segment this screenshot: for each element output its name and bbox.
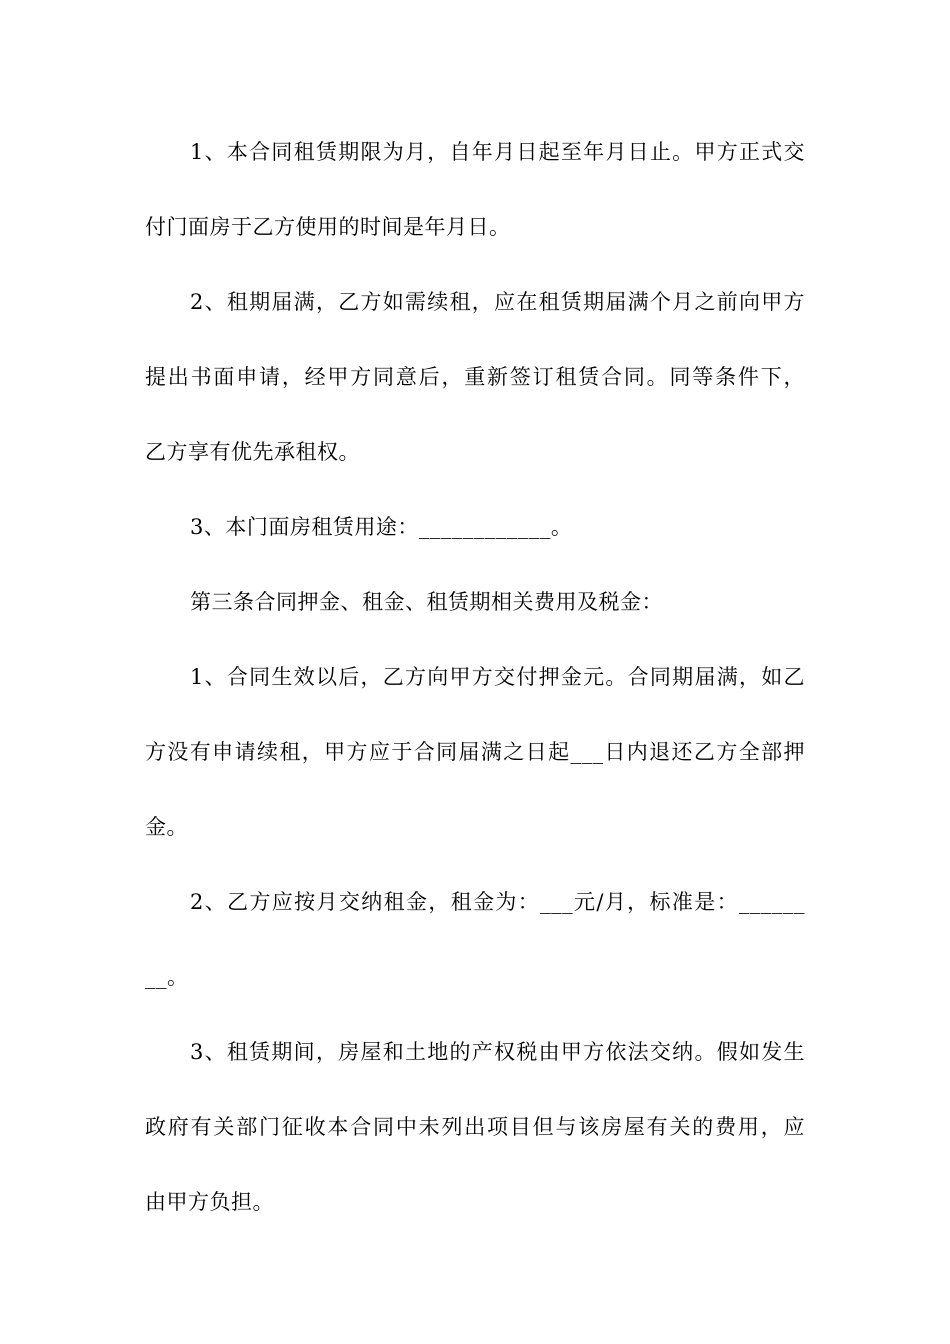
tax-clause-line-3: 由甲方负担。 <box>145 1190 274 1214</box>
article-3-heading: 第三条合同押金、租金、租赁期相关费用及税金： <box>190 590 663 614</box>
tax-clause-line-2: 政府有关部门征收本合同中未列出项目但与该房屋有关的费用，应 <box>145 1115 805 1139</box>
clause-3-line-1: 3、本门面房租赁用途：____________。 <box>190 515 573 539</box>
rent-clause-line-2: __。 <box>145 965 189 989</box>
clause-1-line-2: 付门面房于乙方使用的时间是年月日。 <box>145 215 511 239</box>
clause-2-line-1: 2、租期届满，乙方如需续租，应在租赁期届满个月之前向甲方 <box>190 290 805 314</box>
clause-1-line-1: 1、本合同租赁期限为月，自年月日起至年月日止。甲方正式交 <box>190 140 805 164</box>
tax-clause-line-1: 3、租赁期间，房屋和土地的产权税由甲方依法交纳。假如发生 <box>190 1040 805 1064</box>
clause-2-line-3: 乙方享有优先承租权。 <box>145 440 360 464</box>
clause-2-line-2: 提出书面申请，经甲方同意后，重新签订租赁合同。同等条件下， <box>145 365 805 389</box>
deposit-clause-line-2: 方没有申请续租，甲方应于合同届满之日起___日内退还乙方全部押 <box>145 740 805 764</box>
rent-clause-line-1: 2、乙方应按月交纳租金，租金为：___元/月，标准是：______ <box>190 890 805 914</box>
deposit-clause-line-3: 金。 <box>145 815 188 839</box>
deposit-clause-line-1: 1、合同生效以后，乙方向甲方交付押金元。合同期届满，如乙 <box>190 665 805 689</box>
